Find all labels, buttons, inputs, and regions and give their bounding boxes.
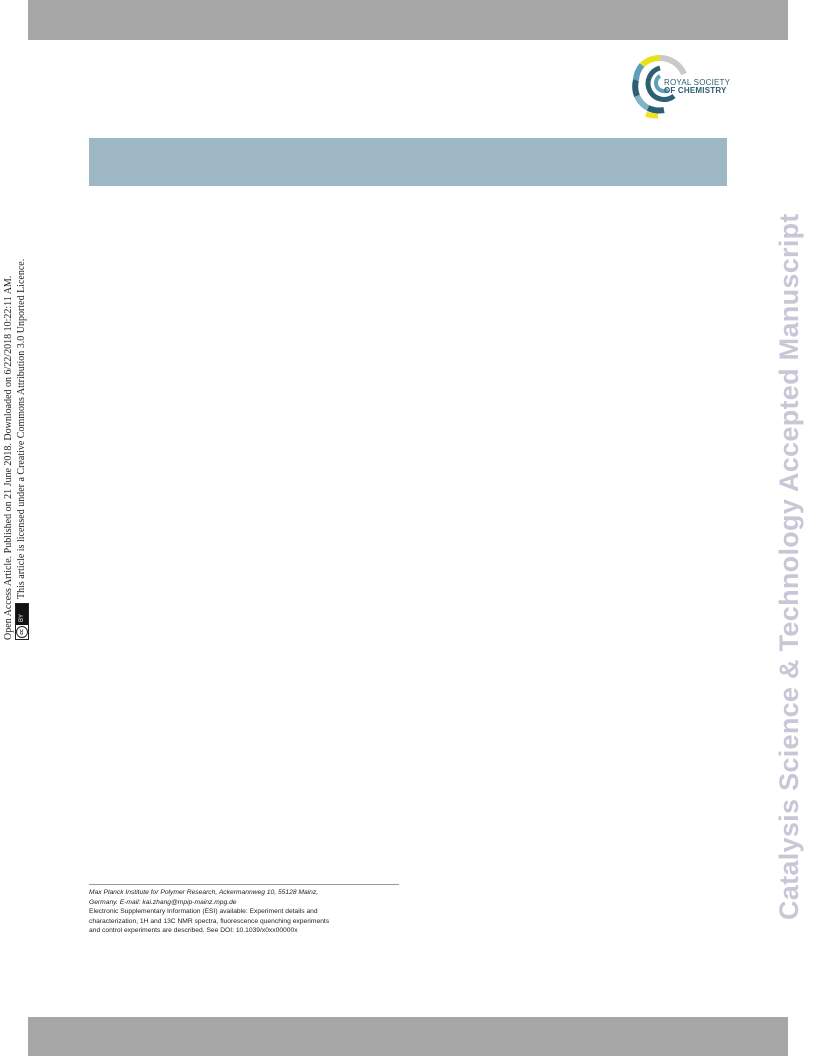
top-bar xyxy=(28,0,788,40)
bottom-bar xyxy=(28,1017,788,1056)
logo-text-of-chemistry: OF CHEMISTRY xyxy=(664,86,727,95)
footnote-divider xyxy=(89,884,399,885)
licence-line xyxy=(15,210,28,640)
affiliation-line-1: Max Planck Institute for Polymer Research, Ackermannweg 10, 55128 Mainz, xyxy=(89,889,319,896)
cc-by-badge[interactable] xyxy=(15,603,29,640)
esi-line-3: and control experiments are described. See DOI: 10.1039/x0xx00000x xyxy=(89,927,298,935)
affiliation-line-2: Germany. E-mail: kai.zhang@mpip-mainz.mpg.de xyxy=(89,898,237,906)
licence-text: This article is licensed under a Creative Commons Attribution 3.0 Unported Licence. xyxy=(16,258,27,599)
by-icon: BY xyxy=(16,604,28,625)
open-access-notice xyxy=(2,210,28,640)
accepted-manuscript-watermark: Catalysis Science & Technology Accepted Manuscript xyxy=(774,213,804,920)
header-band xyxy=(89,138,727,186)
open-access-line: Open Access Article. Published on 21 June 2018. Downloaded on 6/22/2018 10:22:11 AM. xyxy=(3,275,14,640)
esi-line-1: Electronic Supplementary Information (ESI) available: Experiment details and xyxy=(89,908,318,916)
logo-text-royal-society: ROYAL SOCIETY xyxy=(664,78,731,87)
rsc-logo xyxy=(630,52,735,120)
esi-line-2: characterization, 1H and 13C NMR spectra, fluorescence quenching experiments xyxy=(89,917,330,925)
cc-icon: cc xyxy=(16,626,28,638)
footnotes xyxy=(89,888,409,936)
